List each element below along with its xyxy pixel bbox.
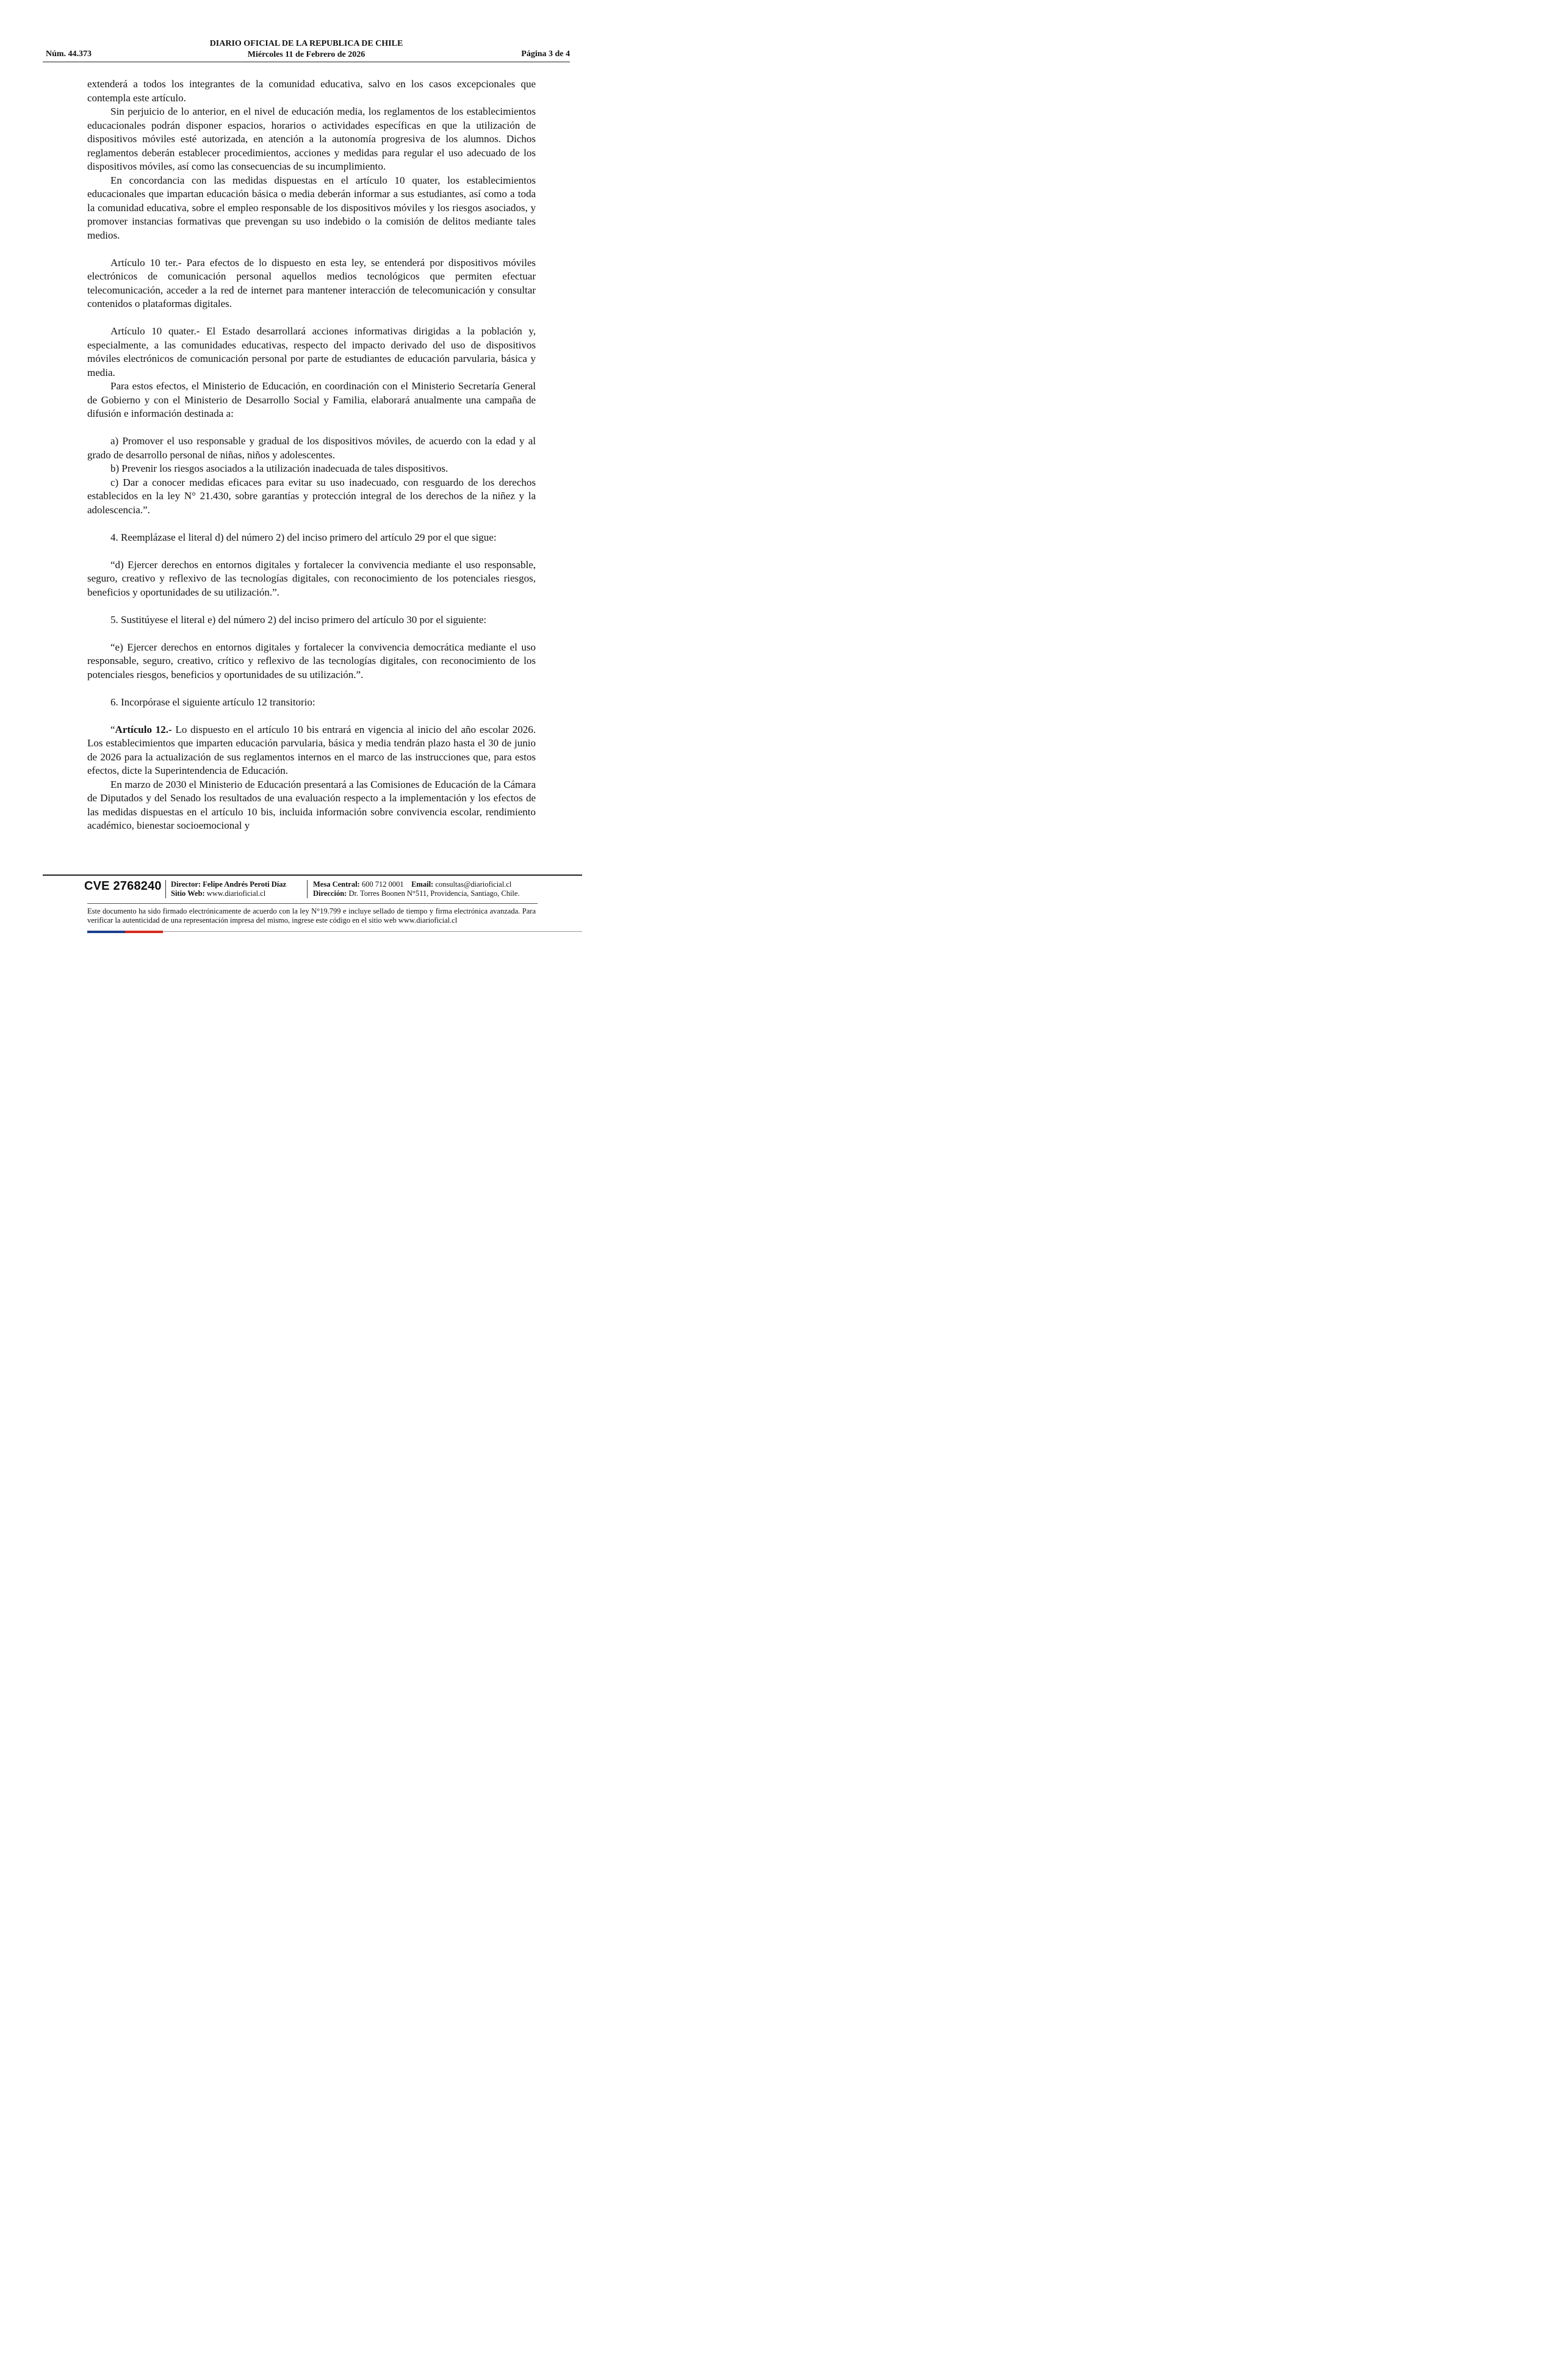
issue-number: Núm. 44.373 [46, 49, 92, 59]
phone-value: 600 712 0001 [361, 880, 404, 889]
cve-code: CVE 2768240 [84, 879, 162, 893]
flag-blue-segment [87, 931, 125, 933]
transitory-article-12 [87, 723, 536, 778]
director-name: Felipe Andrés Peroti Díaz [203, 880, 287, 889]
article-10-quater: Artículo 10 quater.- El Estado desarrollará acciones informativas dirigidas a la población y, especialmente, a las comunidades educativas, respecto del impacto derivado del uso de dispositivos móviles electrónicos de comunicación personal por parte de estudiantes de educación parvularia, básica y media. [87, 325, 536, 378]
footer-contact-block [313, 880, 520, 898]
list-item-b: b) Prevenir los riesgos asociados a la utilización inadecuada de tales dispositivos. [110, 463, 448, 474]
quoted-literal-d: “d) Ejercer derechos en entornos digitales y fortalecer la convivencia mediante el uso responsable, seguro, creativo y reflexivo de las tecnologías digitales, con reconocimiento de los potenciales riesgos, beneficios y oportunidades de su utilización.”. [87, 558, 536, 598]
address-label: Dirección: [313, 889, 347, 898]
website-label: Sitio Web: [171, 889, 205, 898]
amendment-4: 4. Reemplázase el literal d) del número 2) del inciso primero del artículo 29 por el que sigue: [110, 531, 497, 543]
amendment-5: 5. Sustitúyese el literal e) del número 2) del inciso primero del artículo 30 por el siguiente: [110, 613, 487, 626]
phone-label: Mesa Central: [313, 880, 360, 889]
amendment-6: 6. Incorpórase el siguiente artículo 12 transitorio: [110, 696, 315, 708]
article-12-heading: Artículo 12.- [115, 723, 172, 735]
email-link[interactable]: consultas@diarioficial.cl [435, 880, 512, 889]
article-12-text: Lo dispuesto en el artículo 10 bis entrará en vigencia al inicio del año escolar 2026. Los establecimientos que imparten educación parvularia, básica y media tendrán plazo hasta el 30 de junio de 2026 para la actualización de sus reglamentos internos en el marco de las instrucciones que, para estos efectos, dicte la Superintendencia de Educación. [87, 723, 536, 776]
paragraph: Sin perjuicio de lo anterior, en el nivel de educación media, los reglamentos de los establecimientos educacionales podrán disponer espacios, horarios o actividades específicas en que la utilización de dispositivos móviles esté autorizada, en atención a la autonomía progresiva de los alumnos. Dichos reglamentos deberán establecer procedimientos, acciones y medidas para regular el uso adecuado de los dispositivos móviles, así como las consecuencias de su incumplimiento. [87, 106, 536, 172]
opening-quote: “ [110, 723, 115, 735]
footer-separator [307, 880, 308, 898]
quoted-literal-e: “e) Ejercer derechos en entornos digitales y fortalecer la convivencia democrática mediante el uso responsable, seguro, creativo, crítico y reflexivo de las tecnologías digitales, con reconocimiento de los potenciales riesgos, beneficios y oportunidades de su utilización.”. [87, 641, 536, 680]
page-number: Página 3 de 4 [521, 49, 570, 59]
paragraph: En concordancia con las medidas dispuestas en el artículo 10 quater, los establecimientos educacionales que impartan educación básica o media deberán informar a sus estudiantes, así como a toda la comunidad educativa, sobre el empleo responsable de los dispositivos móviles y los riesgos asociados, y promover instancias formativas que prevengan su uso indebido o la comisión de delitos mediante tales medios. [87, 174, 536, 241]
footer-director-block [171, 880, 286, 898]
director-label: Director: [171, 880, 201, 889]
footer-bottom-rule [163, 931, 582, 932]
document-body [87, 78, 536, 833]
paragraph: Para estos efectos, el Ministerio de Educación, en coordinación con el Ministerio Secretaría General de Gobierno y con el Ministerio de Desarrollo Social y Familia, elaborará anualmente una campaña de difusión e información destinada a: [87, 380, 536, 419]
chile-flag-stripe [87, 931, 163, 933]
signature-disclaimer: Este documento ha sido firmado electrónicamente de acuerdo con la ley N°19.799 e incluye sellado de tiempo y firma electrónica avanzada. Para verificar la autenticidad de una representación impresa del mismo, ingrese este código en el sitio web www.diarioficial.cl [87, 907, 536, 925]
paragraph: extenderá a todos los integrantes de la comunidad educativa, salvo en los casos excepcionales que contempla este artículo. [87, 78, 536, 104]
paragraph: En marzo de 2030 el Ministerio de Educación presentará a las Comisiones de Educación de la Cámara de Diputados y del Senado los resultados de una evaluación respecto a la implementación y los efectos de las medidas dispuestas en el artículo 10 bis, incluida información sobre convivencia escolar, rendimiento académico, bienestar socioemocional y [87, 778, 536, 831]
flag-red-segment [125, 931, 163, 933]
footer-divider-thin [87, 903, 538, 904]
article-10-ter: Artículo 10 ter.- Para efectos de lo dispuesto en esta ley, se entenderá por dispositivos móviles electrónicos de comunicación personal aquellos medios tecnológicos que permiten efectuar telecomunicación, acceder a la red de internet para mantener interacción de telecomunicación y consultar contenidos o plataformas digitales. [87, 256, 536, 309]
footer-divider [43, 874, 582, 876]
website-link[interactable]: www.diarioficial.cl [206, 889, 266, 898]
publication-date: Miércoles 11 de Febrero de 2026 [247, 50, 366, 59]
page-header [43, 38, 570, 62]
list-item-a: a) Promover el uso responsable y gradual de los dispositivos móviles, de acuerdo con la edad y al grado de desarrollo personal de niñas, niños y adolescentes. [87, 435, 536, 461]
masthead [43, 38, 570, 60]
address-value: Dr. Torres Boonen N°511, Providencia, Santiago, Chile. [348, 889, 520, 898]
footer-separator [165, 880, 166, 898]
publication-title: DIARIO OFICIAL DE LA REPUBLICA DE CHILE [209, 39, 403, 48]
email-label: Email: [411, 880, 434, 889]
list-item-c: c) Dar a conocer medidas eficaces para evitar su uso inadecuado, con resguardo de los derechos establecidos en la ley N° 21.430, sobre garantías y protección integral de los derechos de la niñez y la adolescencia.”. [87, 476, 536, 516]
